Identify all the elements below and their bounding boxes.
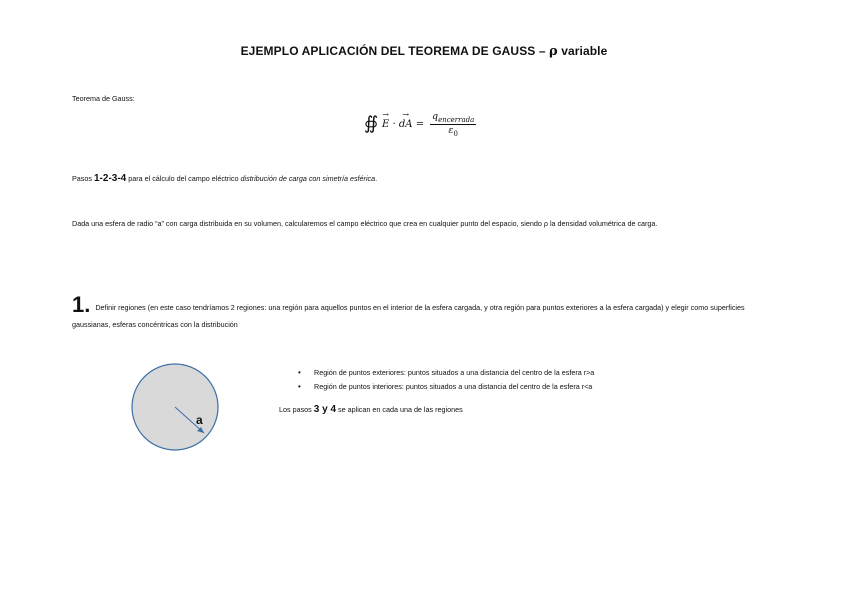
- pasos-steps: 1-2-3-4: [93, 173, 127, 184]
- title-rho: ρ: [549, 44, 558, 59]
- fraction-denominator: [430, 125, 476, 138]
- bullet-icon: •: [298, 382, 301, 391]
- charge-subscript: encerrada: [438, 115, 475, 124]
- pasos-end: .: [375, 174, 378, 183]
- equals-sign: =: [415, 119, 425, 130]
- bullet-icon: •: [298, 368, 301, 377]
- dot-operator: ·: [392, 119, 396, 130]
- regions-list: [296, 366, 716, 394]
- epsilon-symbol: ε: [448, 124, 454, 136]
- pasos-prefix: Pasos: [72, 174, 94, 183]
- step1-number: 1.: [72, 292, 91, 317]
- epsilon-subscript: 0: [453, 129, 458, 138]
- list-item: [296, 366, 716, 380]
- pasos34-suffix: se aplican en cada una de las regiones: [336, 405, 463, 414]
- region-interior-text: Región de puntos interiores: puntos situados a una distancia del centro de la esfera r<a: [314, 382, 593, 391]
- charge-symbol: q: [432, 111, 439, 122]
- gauss-formula: [364, 108, 504, 148]
- formula-lhs: [382, 119, 424, 130]
- vector-e: → E: [382, 119, 389, 130]
- pasos34-paragraph: [279, 403, 463, 416]
- pasos34-steps: 3 y 4: [313, 404, 337, 415]
- sphere-diagram: [128, 360, 222, 454]
- step1-paragraph: [72, 292, 772, 333]
- formula-fraction: [430, 111, 476, 138]
- gauss-theorem-label: Teorema de Gauss:: [72, 94, 135, 103]
- surface-integral-symbol: ∯: [364, 113, 379, 134]
- pasos-paragraph: [72, 172, 377, 185]
- intro-paragraph: Dada una esfera de radio “a” con carga distribuida en su volumen, calcularemos el campo eléctrico que crea en cualquier punto del espacio, siendo ρ la densidad volumétrica de carga.: [72, 219, 658, 228]
- title-suffix: variable: [557, 44, 608, 58]
- vector-da: → dA: [399, 119, 413, 130]
- pasos-italic: distribución de carga con simetría esférica: [240, 174, 376, 183]
- pasos34-prefix: Los pasos: [279, 405, 314, 414]
- step1-text: Definir regiones (en este caso tendríamos 2 regiones: una región para aquellos puntos en el interior de la esfera cargada, y otra región para puntos exteriores a la esfera cargada) y elegir como superficies gaussianas, esferas concéntricas con la distribución: [72, 303, 745, 329]
- region-exterior-text: Región de puntos exteriores: puntos situados a una distancia del centro de la esfera r>a: [314, 368, 595, 377]
- pasos-middle: para el cálculo del campo eléctrico: [126, 174, 241, 183]
- radius-label: a: [196, 413, 203, 427]
- title-text: EJEMPLO APLICACIÓN DEL TEOREMA DE GAUSS –: [240, 44, 550, 58]
- page-title: [0, 44, 848, 59]
- list-item: [296, 380, 716, 394]
- fraction-numerator: [430, 111, 476, 125]
